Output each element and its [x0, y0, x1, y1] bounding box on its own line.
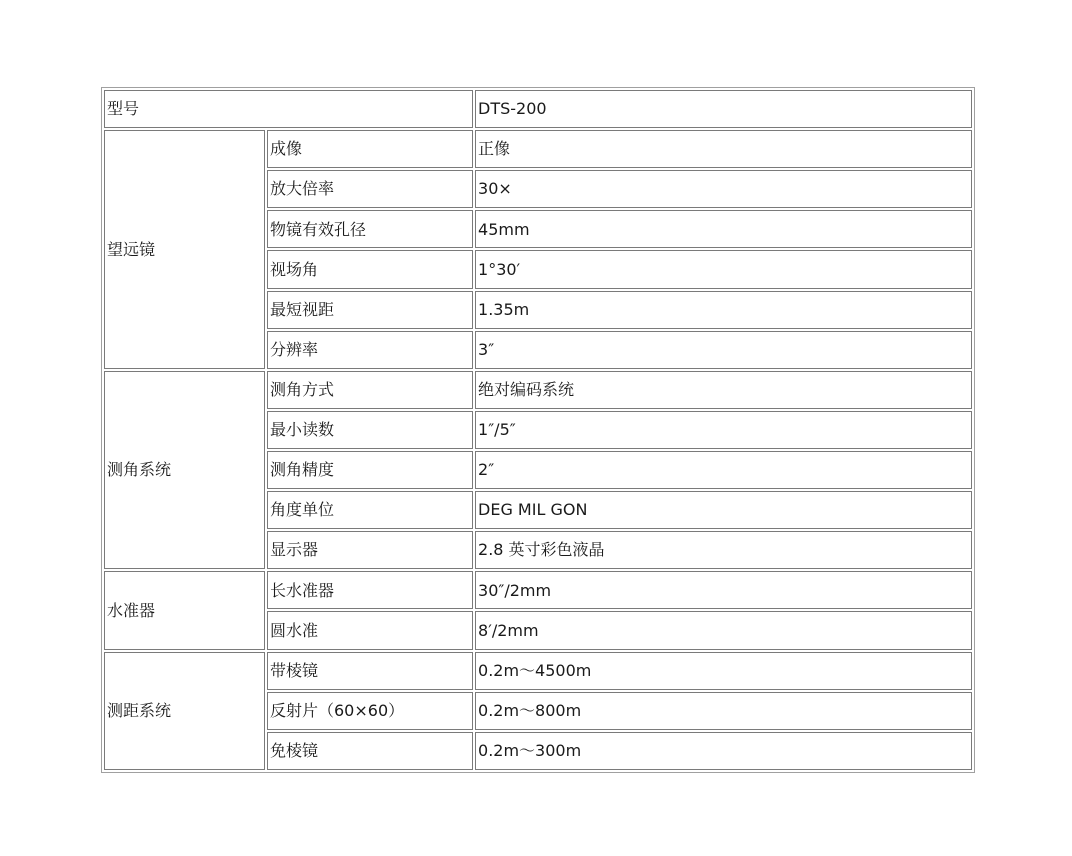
value-cell: DEG MIL GON — [475, 491, 972, 529]
group-label-level: 水准器 — [104, 571, 265, 649]
value-cell: 2″ — [475, 451, 972, 489]
table-row — [104, 371, 972, 409]
value-cell: 1.35m — [475, 291, 972, 329]
table-row — [104, 130, 972, 168]
param-cell: 免棱镜 — [267, 732, 473, 770]
param-cell: 视场角 — [267, 250, 473, 288]
spec-table-container — [101, 87, 975, 773]
param-cell: 反射片（60×60） — [267, 692, 473, 730]
param-cell: 测角方式 — [267, 371, 473, 409]
value-cell: 绝对编码系统 — [475, 371, 972, 409]
value-cell: 30× — [475, 170, 972, 208]
param-cell: 带棱镜 — [267, 652, 473, 690]
param-cell: 成像 — [267, 130, 473, 168]
param-cell: 角度单位 — [267, 491, 473, 529]
value-cell: 3″ — [475, 331, 972, 369]
value-cell: 30″/2mm — [475, 571, 972, 609]
param-cell: 物镜有效孔径 — [267, 210, 473, 248]
model-value-cell: DTS-200 — [475, 90, 972, 128]
param-cell: 显示器 — [267, 531, 473, 569]
group-label-angle-system: 测角系统 — [104, 371, 265, 570]
param-cell: 测角精度 — [267, 451, 473, 489]
model-label-cell: 型号 — [104, 90, 473, 128]
table-row-model — [104, 90, 972, 128]
value-cell: 1°30′ — [475, 250, 972, 288]
value-cell: 45mm — [475, 210, 972, 248]
param-cell: 最小读数 — [267, 411, 473, 449]
param-cell: 长水准器 — [267, 571, 473, 609]
param-cell: 放大倍率 — [267, 170, 473, 208]
value-cell: 1″/5″ — [475, 411, 972, 449]
value-cell: 8′/2mm — [475, 611, 972, 649]
group-label-telescope: 望远镜 — [104, 130, 265, 369]
value-cell: 0.2m～4500m — [475, 652, 972, 690]
value-cell: 0.2m～800m — [475, 692, 972, 730]
value-cell: 0.2m～300m — [475, 732, 972, 770]
table-row — [104, 652, 972, 690]
param-cell: 分辨率 — [267, 331, 473, 369]
param-cell: 最短视距 — [267, 291, 473, 329]
group-label-distance-system: 测距系统 — [104, 652, 265, 770]
spec-table — [101, 87, 975, 773]
value-cell: 2.8 英寸彩色液晶 — [475, 531, 972, 569]
value-cell: 正像 — [475, 130, 972, 168]
table-row — [104, 571, 972, 609]
param-cell: 圆水准 — [267, 611, 473, 649]
